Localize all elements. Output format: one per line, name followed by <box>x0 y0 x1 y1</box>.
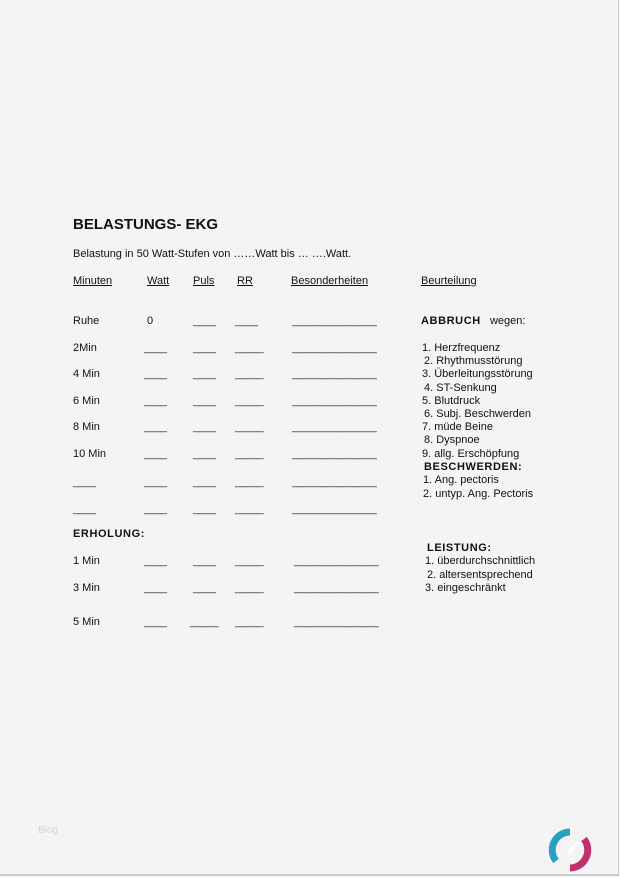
header-minuten: Minuten <box>73 275 113 287</box>
row-puls: ____ <box>193 503 216 515</box>
recovery-row-rr: _____ <box>235 555 264 567</box>
row-label: 10 Min <box>73 448 107 460</box>
row-label: 8 Min <box>73 421 100 433</box>
abbruch-item: 7. müde Beine <box>422 421 493 434</box>
recovery-row-rr: _____ <box>235 582 264 594</box>
recovery-row-label: 1 Min <box>73 555 100 567</box>
row-watt: 0 <box>147 315 154 327</box>
beschwerden-item: 1. Ang. pectoris <box>423 474 499 486</box>
row-rr: _____ <box>235 342 264 354</box>
abbruch-heading: ABBRUCH <box>421 315 481 327</box>
header-puls: Puls <box>193 275 215 287</box>
row-puls: ____ <box>193 315 216 327</box>
recovery-row-besonderheiten: _______________ <box>294 555 379 567</box>
abbruch-item: 8. Dyspnoe <box>424 434 480 447</box>
row-label: 6 Min <box>73 395 100 407</box>
row-watt: ____ <box>144 503 167 515</box>
row-puls: ____ <box>193 421 216 433</box>
row-besonderheiten: _______________ <box>292 421 377 433</box>
row-besonderheiten: _______________ <box>292 476 377 488</box>
row-puls: ____ <box>193 448 216 460</box>
row-watt: ____ <box>144 421 167 433</box>
header-beurteilung: Beurteilung <box>421 275 477 287</box>
recovery-row-watt: ____ <box>144 582 167 594</box>
document-title: BELASTUNGS- EKG <box>73 216 219 233</box>
recovery-heading: ERHOLUNG: <box>73 528 146 540</box>
watermark: Blog <box>38 825 59 836</box>
row-rr: _____ <box>235 395 264 407</box>
row-label: 4 Min <box>73 368 100 380</box>
abbruch-item: 1. Herzfrequenz <box>422 342 501 354</box>
row-watt: ____ <box>144 368 167 380</box>
row-label: ____ <box>73 503 96 515</box>
row-watt: ____ <box>144 395 167 407</box>
row-watt: ____ <box>144 342 167 354</box>
abbruch-item: 5. Blutdruck <box>422 394 481 407</box>
leistung-item: 2. altersentsprechend <box>427 568 533 581</box>
row-rr: _____ <box>235 476 264 488</box>
header-rr: RR <box>237 275 253 287</box>
row-label: ____ <box>73 476 96 488</box>
row-besonderheiten: _______________ <box>292 368 377 380</box>
abbruch-item: 2. Rhythmusstörung <box>424 355 523 368</box>
row-besonderheiten: _______________ <box>292 315 377 327</box>
abbruch-item: 6. Subj. Beschwerden <box>424 408 532 420</box>
recovery-row-besonderheiten: _______________ <box>294 616 379 628</box>
row-puls: ____ <box>193 368 216 380</box>
row-label: Ruhe <box>73 315 100 327</box>
leistung-item: 1. überdurchschnittlich <box>425 555 536 567</box>
leistung-heading: LEISTUNG: <box>427 542 492 554</box>
row-rr: _____ <box>235 421 264 433</box>
recovery-row-rr: _____ <box>235 616 264 628</box>
recovery-row-besonderheiten: _______________ <box>294 582 379 594</box>
abbruch-line <box>421 315 525 328</box>
header-watt: Watt <box>147 275 170 287</box>
row-puls: ____ <box>193 476 216 488</box>
leistung-item: 3. eingeschränkt <box>425 582 506 594</box>
row-rr: ____ <box>235 315 258 327</box>
recovery-row-label: 5 Min <box>73 616 100 628</box>
row-rr: _____ <box>235 448 264 460</box>
brand-logo-icon <box>548 828 592 872</box>
abbruch-item: 4. ST-Senkung <box>424 381 497 394</box>
intro-text: Belastung in 50 Watt-Stufen von ……Watt bis … ….Watt. <box>73 248 352 260</box>
row-watt: ____ <box>144 448 167 460</box>
row-besonderheiten: _______________ <box>292 395 377 407</box>
recovery-row-label: 3 Min <box>73 582 100 594</box>
row-besonderheiten: _______________ <box>292 503 377 515</box>
row-rr: _____ <box>235 368 264 380</box>
recovery-row-puls: _____ <box>190 616 219 628</box>
row-label: 2Min <box>73 342 97 354</box>
beschwerden-item: 2. untyp. Ang. Pectoris <box>423 487 534 500</box>
recovery-row-puls: ____ <box>193 555 216 567</box>
row-watt: ____ <box>144 476 167 488</box>
row-puls: ____ <box>193 395 216 407</box>
recovery-row-watt: ____ <box>144 616 167 628</box>
row-rr: _____ <box>235 503 264 515</box>
recovery-row-watt: ____ <box>144 555 167 567</box>
beschwerden-heading: BESCHWERDEN: <box>424 461 523 473</box>
row-besonderheiten: _______________ <box>292 448 377 460</box>
abbruch-suffix: wegen: <box>489 315 526 327</box>
recovery-row-puls: ____ <box>193 582 216 594</box>
abbruch-item: 3. Überleitungsstörung <box>422 368 533 381</box>
header-besonderheiten: Besonderheiten <box>291 275 369 287</box>
abbruch-item: 9. allg. Erschöpfung <box>422 447 520 460</box>
row-puls: ____ <box>193 342 216 354</box>
row-besonderheiten: _______________ <box>292 342 377 354</box>
